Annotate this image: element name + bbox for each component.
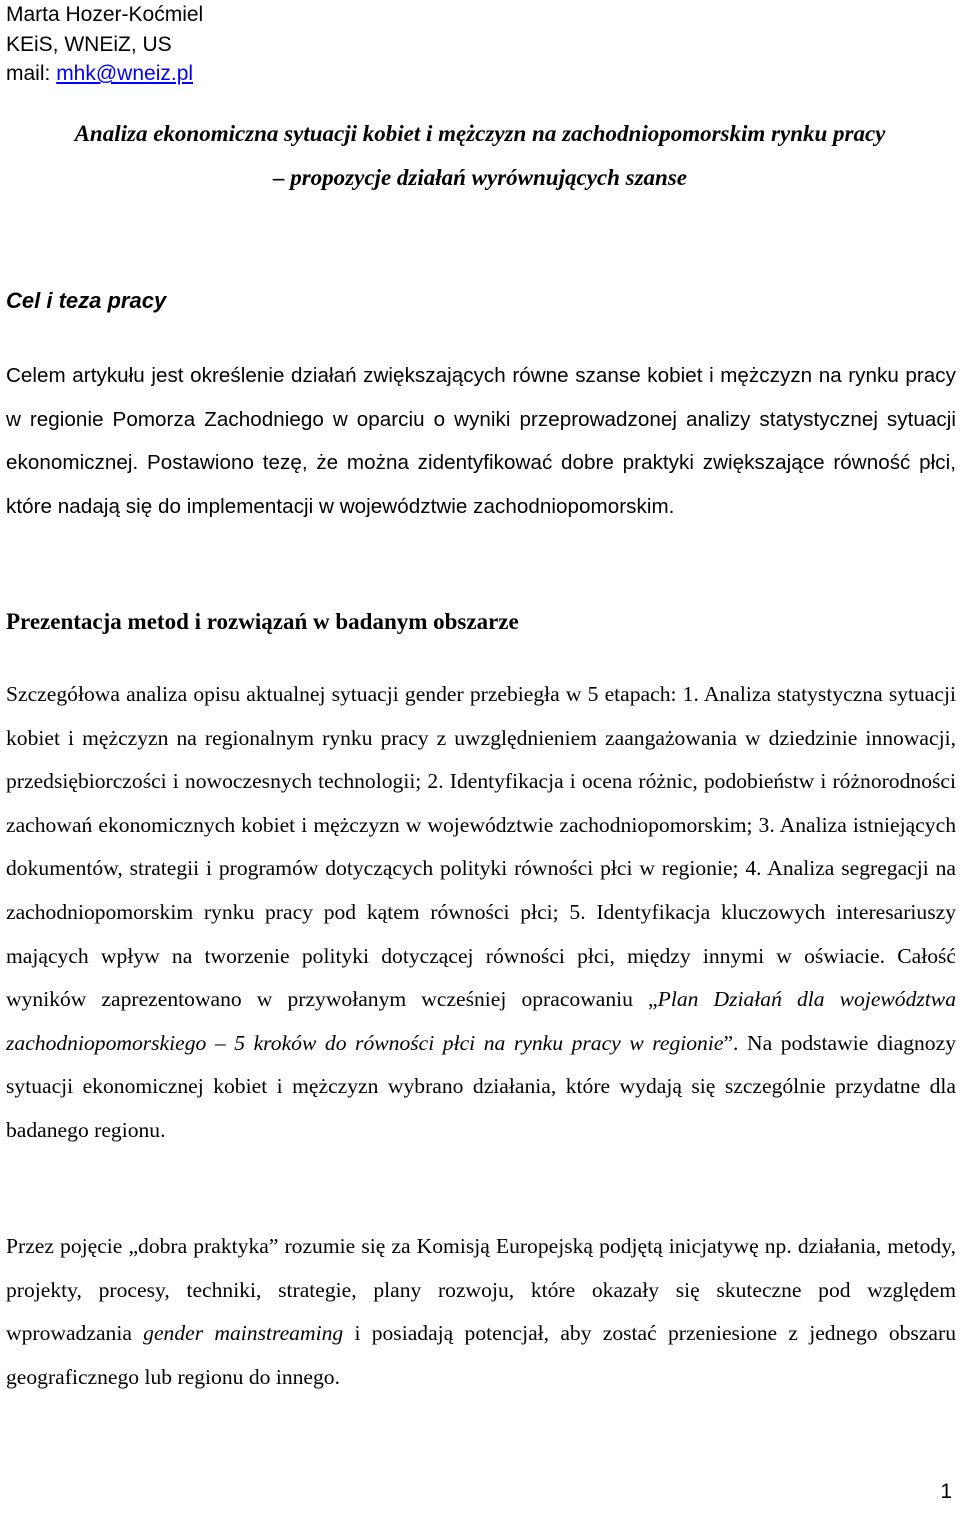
author-block <box>6 0 203 89</box>
mail-label: mail: <box>6 62 57 85</box>
paragraph-metody-text-2: ”. Na podstawie diagnozy sytuacji ekonomicznej kobiet i mężczyzn wybrano działania, które wydają się szczególnie przydatne dla badanego regionu. <box>6 1030 956 1142</box>
email-link[interactable]: mhk@wneiz.pl <box>56 62 194 85</box>
section-heading-cel: Cel i teza pracy <box>6 288 167 313</box>
paragraph-metody-italic: Plan Działań dla województwa zachodniopomorskiego – 5 kroków do równości płci na rynku pracy w regionie <box>6 987 956 1055</box>
section-heading-prezentacja: Prezentacja metod i rozwiązań w badanym obszarze <box>6 609 519 634</box>
title-line-1: Analiza ekonomiczna sytuacji kobiet i mężczyzn na zachodniopomorskim rynku pracy <box>74 121 886 146</box>
paper-title <box>0 112 960 200</box>
author-name: Marta Hozer-Koćmiel <box>6 3 204 26</box>
title-line-2: – propozycje działań wyrównujących szanse <box>272 165 688 190</box>
page-number: 1 <box>940 1480 952 1503</box>
paragraph-praktyka-text-2: i posiadają potencjał, aby zostać przeniesione z jednego obszaru geograficznego lub regionu do innego. <box>6 1321 956 1389</box>
paragraph-praktyka-text-1: Przez pojęcie „dobra praktyka” rozumie się za Komisją Europejską podjętą inicjatywę np. działania, metody, projekty, procesy, techniki, strategie, plany rozwoju, które okazały się skuteczne pod względem wprowadzania <box>6 1234 956 1346</box>
paragraph-praktyka-italic: gender mainstreaming <box>143 1321 344 1346</box>
paragraph-metody <box>6 673 956 1153</box>
paragraph-metody-text-1: Szczegółowa analiza opisu aktualnej sytuacji gender przebiegła w 5 etapach: 1. Analiza statystyczna sytuacji kobiet i mężczyzn na regionalnym rynku pracy z uwzględnieniem zaangażowania w dziedzinie innowacji, przedsiębiorczości i nowoczesnych technologii; 2. Identyfikacja i ocena różnic, podobieństw i różnorodności zachowań ekonomicznych kobiet i mężczyzn w województwie zachodniopomorskim; 3. Analiza istniejących dokumentów, strategii i programów dotyczących polityki równości płci w regionie; 4. Analiza segregacji na zachodniopomorskim rynku pracy pod kątem równości płci; 5. Identyfikacja kluczowych interesariuszy mających wpływ na tworzenie polityki dotyczącej równości płci, między innymi w oświacie. Całość wyników zaprezentowano w przywołanym wcześniej opracowaniu „ <box>6 682 956 1012</box>
author-mail <box>6 59 203 89</box>
paragraph-cel: Celem artykułu jest określenie działań zwiększających równe szanse kobiet i mężczyzn na rynku pracy w regionie Pomorza Zachodniego w oparciu o wyniki przeprowadzonej analizy statystycznej sytuacji ekonomicznej. Postawiono tezę, że można zidentyfikować dobre praktyki zwiększające równość płci, które nadają się do implementacji w województwie zachodniopomorskim. <box>6 364 956 518</box>
paragraph-dobra-praktyka <box>6 1225 956 1399</box>
author-affiliation: KEiS, WNEiZ, US <box>6 32 172 56</box>
